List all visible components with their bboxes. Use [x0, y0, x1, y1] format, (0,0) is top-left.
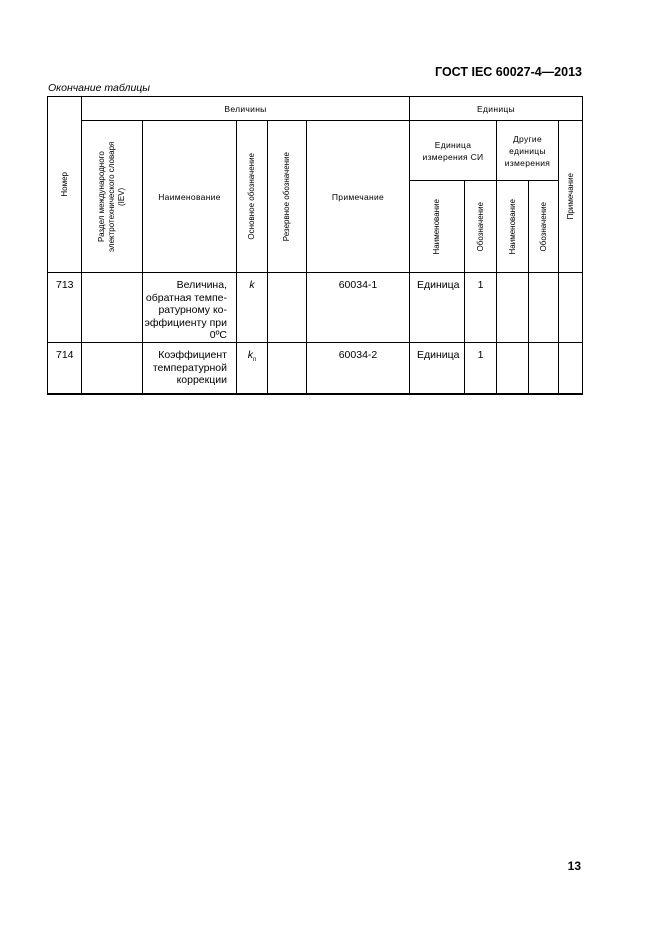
- row-other-symbol: [529, 343, 559, 394]
- header-number: Номер: [48, 97, 82, 273]
- header-note: Примечание: [307, 121, 410, 273]
- header-reserve-symbol: Резервное обозначение: [268, 121, 307, 273]
- row-si-symbol: 1: [465, 273, 497, 343]
- table-caption: Окончание таблицы: [48, 82, 151, 94]
- row-number: 713: [48, 273, 82, 343]
- header-other-symbol: Обозначение: [529, 181, 559, 273]
- row-name: Величина, обратная темпе-ратурному ко-эффициенту при 0ºС: [143, 273, 237, 343]
- row-other-symbol: [529, 273, 559, 343]
- row-name: Коэффициент температурной коррекции: [143, 343, 237, 394]
- table-row: [48, 273, 583, 343]
- document-code: ГОСТ IEC 60027-4—2013: [435, 65, 582, 79]
- row-other-name: [497, 273, 529, 343]
- row-note: 60034-2: [307, 343, 410, 394]
- row-iev: [82, 273, 143, 343]
- table-row: [48, 343, 583, 394]
- header-si-name: Наименование: [410, 181, 465, 273]
- row-si-name: Единица: [410, 343, 465, 394]
- header-name: Наименование: [143, 121, 237, 273]
- row-number: 714: [48, 343, 82, 394]
- row-symbol: k: [237, 273, 268, 343]
- header-si-unit: Единица измерения СИ: [410, 121, 497, 181]
- header-main-symbol: Основное обозначение: [237, 121, 268, 273]
- row-symbol: $k_n$: [237, 343, 268, 394]
- row-other-name: [497, 343, 529, 394]
- page-number: 13: [567, 859, 581, 873]
- header-quantities: Величины: [82, 97, 410, 121]
- header-si-symbol: Обозначение: [465, 181, 497, 273]
- row-unit-note: [559, 273, 583, 343]
- row-unit-note: [559, 343, 583, 394]
- row-si-symbol: 1: [465, 343, 497, 394]
- quantities-table: [47, 96, 583, 395]
- row-reserve: [268, 343, 307, 394]
- row-si-name: Единица: [410, 273, 465, 343]
- row-note: 60034-1: [307, 273, 410, 343]
- header-iev: Раздел международного электротехнического словаря (IEV): [82, 121, 143, 273]
- row-iev: [82, 343, 143, 394]
- row-reserve: [268, 273, 307, 343]
- header-unit-note: Примечание: [559, 121, 583, 273]
- header-units: Единицы: [410, 97, 583, 121]
- header-other-name: Наименование: [497, 181, 529, 273]
- header-other-units: Другие единицы измерения: [497, 121, 559, 181]
